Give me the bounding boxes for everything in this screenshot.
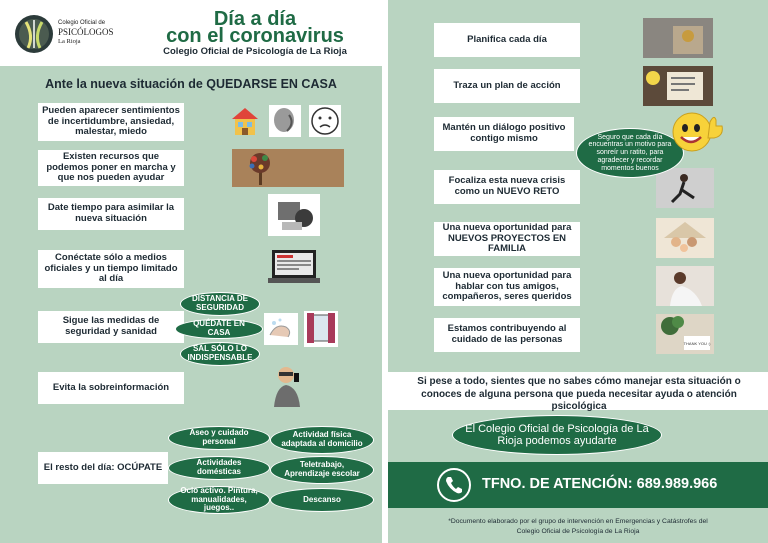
thank-you-note: THANK YOU :) — [684, 336, 710, 350]
pill-distancia: DISTANCIA DE SEGURIDAD — [180, 292, 260, 316]
smiley-thumbs-up-icon — [668, 108, 724, 158]
box-resto: El resto del día: OCÚPATE — [38, 452, 168, 484]
family-image — [656, 218, 714, 258]
box-medios: Conéctate sólo a medios oficiales y un tiempo limitado al día — [38, 250, 184, 288]
house-image — [230, 105, 260, 137]
box-amigos: Una nueva oportunidad para hablar con tus amigos, compañeros, seres queridos — [434, 268, 580, 306]
box-planifica: Planifica cada día — [434, 23, 580, 57]
box-cuidado: Estamos contribuyendo al cuidado de las personas — [434, 318, 580, 352]
footer-line2: Colegio Oficial de Psicología de La Rioja — [516, 528, 640, 535]
logo-line3: La Rioja — [58, 38, 81, 45]
handwash-image — [264, 313, 298, 345]
man-phone-image — [268, 363, 310, 407]
box-sentimientos: Pueden aparecer sentimientos de incertidumbre, ansiedad, malestar, miedo — [38, 103, 184, 141]
help-pill: El Colegio Oficial de Psicología de La Rioja podemos ayudarte — [452, 415, 662, 455]
box-medidas: Sigue las medidas de seguridad y sanidad — [38, 311, 184, 343]
box-traza: Traza un plan de acción — [434, 69, 580, 103]
pill-descanso: Descanso — [270, 488, 374, 512]
window-image — [304, 311, 338, 347]
tree-image — [232, 149, 344, 187]
box-familia: Una nueva oportunidad para NUEVOS PROYECTOS EN FAMILIA — [434, 222, 580, 256]
box-dialogo: Mantén un diálogo positivo contigo mismo — [434, 117, 574, 151]
section-title: Ante la nueva situación de QUEDARSE EN CASA — [45, 77, 337, 91]
friend-phone-image — [656, 266, 714, 306]
title-line2: con el coronavirus — [166, 25, 344, 47]
subtitle: Colegio Oficial de Psicología de La Rioja — [163, 46, 347, 57]
workout-image — [656, 168, 714, 208]
phone-number[interactable]: TFNO. DE ATENCIÓN: 689.989.966 — [482, 476, 718, 492]
title-line1: Día a día — [213, 8, 297, 30]
anxious-face-image — [309, 105, 341, 137]
plan-board-image — [643, 66, 713, 106]
box-tiempo: Date tiempo para asimilar la nueva situación — [38, 198, 184, 230]
logo-line1: Colegio Oficial de — [58, 20, 106, 26]
box-sobreinfo: Evita la sobreinformación — [38, 372, 184, 404]
logo — [14, 12, 126, 56]
logo-line2: PSICÓLOGOS — [58, 27, 114, 37]
calendar-image — [643, 18, 713, 58]
pill-aseo: Aseo y cuidado personal — [168, 426, 270, 450]
pill-sal: SAL SÓLO LO INDISPENSABLE — [180, 342, 260, 366]
phone-icon — [435, 466, 473, 504]
box-recursos: Existen recursos que podemos poner en marcha y que nos pueden ayudar — [38, 150, 184, 186]
laptop-image — [266, 247, 322, 287]
pill-teletrabajo: Teletrabajo, Aprendizaje escolar — [270, 456, 374, 484]
box-focaliza: Focaliza esta nueva crisis como un NUEVO RETO — [434, 170, 580, 204]
footer-line1: *Documento elaborado por el grupo de intervención en Emergencias y Catástrofes del — [448, 518, 708, 525]
pill-quedate: QUÉDATE EN CASA — [175, 319, 263, 339]
logo-icon — [14, 14, 54, 54]
smile-bubble: Seguro que cada día encuentras un motivo para sonreír un ratito, para agradecer y recordar momentos buenos — [576, 128, 684, 178]
worried-head-image — [269, 105, 301, 137]
time-objects-image — [268, 194, 320, 236]
help-text: Si pese a todo, sientes que no sabes cómo manejar esta situación o conoces de alguna persona que pueda necesitar ayuda o atención psicológica — [417, 376, 741, 412]
thank-you-image — [656, 314, 714, 354]
pill-ocio: Ocio activo. Pintura, manualidades, juegos.. — [168, 486, 270, 514]
pill-actividad-fisica: Actividad física adaptada al domicilio — [270, 426, 374, 454]
pill-domesticas: Actividades domésticas — [168, 456, 270, 480]
